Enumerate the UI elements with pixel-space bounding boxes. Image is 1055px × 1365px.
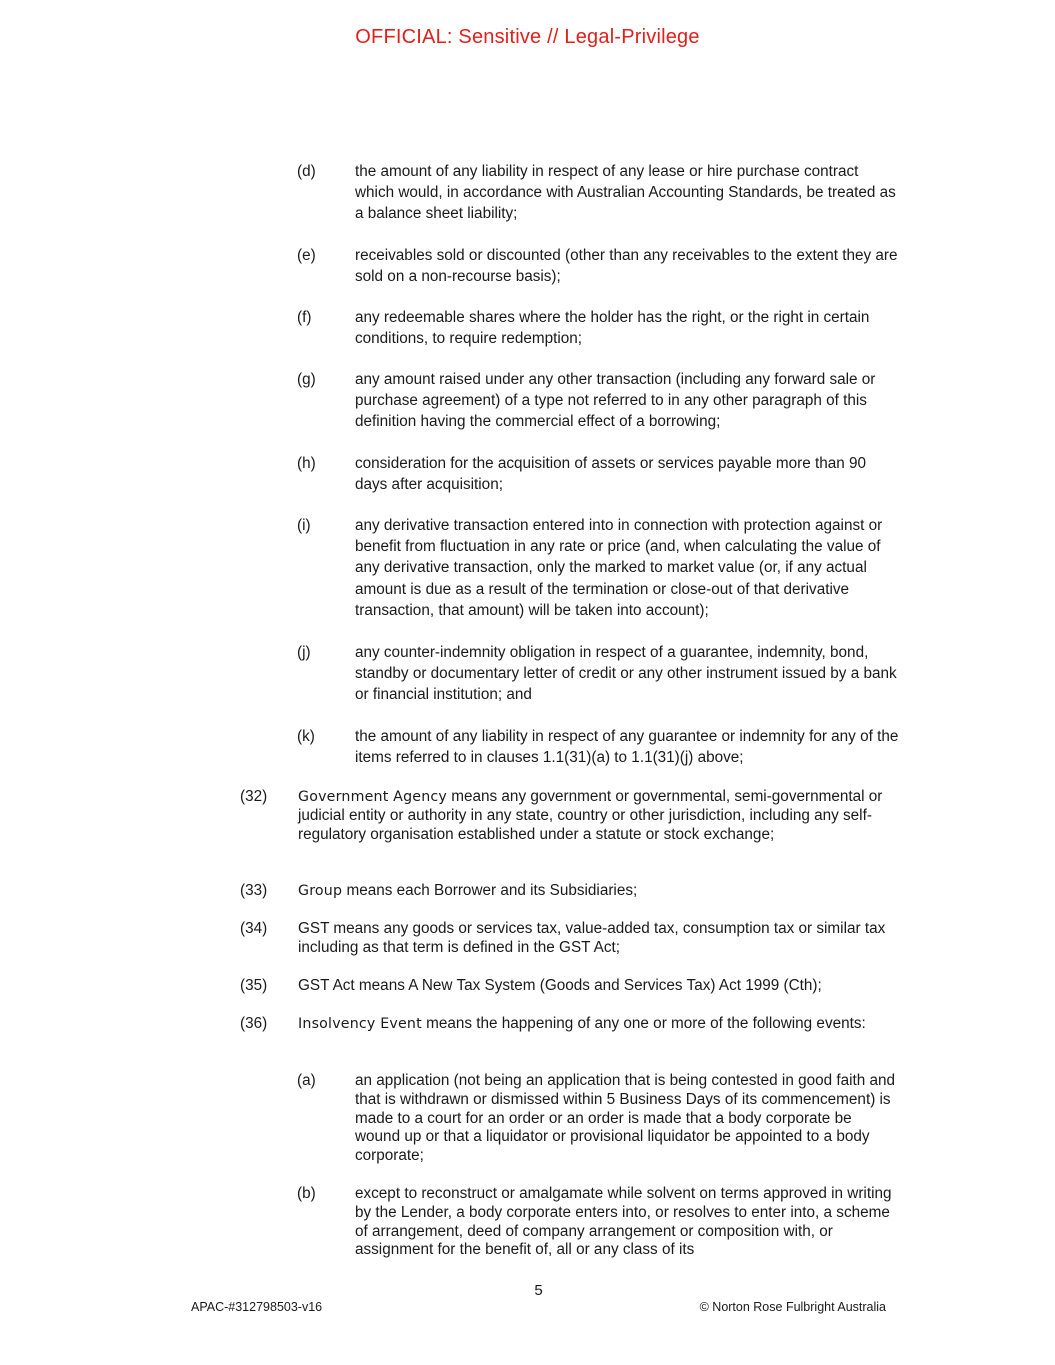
item-text: the amount of any liability in respect of any guarantee or indemnity for any of the items referred to in clauses 1.1(31)(a) to 1.1(31)(j) above;: [355, 728, 899, 767]
item-label: (d): [297, 163, 316, 180]
definition-body: [298, 920, 898, 958]
item-text: an application (not being an application that is being contested in good faith and that is withdrawn or dismissed within 5 Business Days of its commencement) is made to a court for an order or an order is made that a body corporate be wound up or that a liquidator or provisional liquidator be appointed to a body corporate;: [355, 1072, 896, 1165]
definition-body: [298, 882, 898, 901]
item-text: any redeemable shares where the holder has the right, or the right in certain conditions, to require redemption;: [355, 309, 870, 348]
definition-number: (33): [240, 882, 268, 899]
item-label: (j): [297, 644, 311, 661]
definition-body: [298, 788, 898, 844]
item-text: consideration for the acquisition of assets or services payable more than 90 days after acquisition;: [355, 455, 867, 494]
item-label: (e): [297, 247, 316, 264]
defined-term: Insolvency Event: [298, 1016, 422, 1032]
definition-text: means any goods or services tax, value-added tax, consumption tax or similar tax including as that term is defined in the GST Act;: [298, 920, 886, 956]
document-reference: APAC-#312798503-v16: [191, 1300, 323, 1314]
copyright-notice: © Norton Rose Fulbright Australia: [699, 1300, 886, 1314]
defined-term: GST Act: [298, 977, 355, 994]
definition-number: (34): [240, 920, 268, 937]
definition-text: means A New Tax System (Goods and Services Tax) Act 1999 (Cth);: [354, 977, 822, 994]
item-text: receivables sold or discounted (other than any receivables to the extent they are sold on a non-recourse basis);: [355, 247, 898, 286]
defined-term: Government Agency: [298, 789, 448, 805]
item-label: (b): [297, 1185, 316, 1202]
item-text: the amount of any liability in respect of any lease or hire purchase contract which would, in accordance with Australian Accounting Standards, be treated as a balance sheet liability;: [355, 163, 896, 223]
definition-number: (36): [240, 1015, 268, 1032]
item-label: (h): [297, 455, 316, 472]
item-text: except to reconstruct or amalgamate while solvent on terms approved in writing by the Lender, a body corporate enters into, or resolves to enter into, a scheme of arrangement, deed of company arrangement or composition with, or assignment for the benefit of, all or any class of its: [355, 1185, 892, 1259]
definition-body: [298, 977, 898, 996]
item-label: (k): [297, 728, 315, 745]
item-text: any amount raised under any other transaction (including any forward sale or purchase agreement) of a type not referred to in any other paragraph of this definition having the commercial effect of a borrowing;: [355, 371, 876, 431]
definition-text: means each Borrower and its Subsidiaries;: [342, 882, 638, 899]
item-label: (i): [297, 517, 311, 534]
item-label: (f): [297, 309, 312, 326]
item-label: (a): [297, 1072, 316, 1089]
item-text: any derivative transaction entered into in connection with protection against or benefit from fluctuation in any rate or price (and, when calculating the value of any derivative transaction, only the marked to market value (or, if any actual amount is due as a result of the termination or close-out of that derivative transaction, that amount) will be taken into account);: [355, 517, 883, 619]
item-text: any counter-indemnity obligation in respect of a guarantee, indemnity, bond, standby or documentary letter of credit or any other instrument issued by a bank or financial institution; and: [355, 644, 897, 704]
definition-text: means the happening of any one or more of the following events:: [421, 1015, 866, 1032]
item-label: (g): [297, 371, 316, 388]
definition-number: (32): [240, 788, 268, 805]
definition-number: (35): [240, 977, 268, 994]
definition-text: means any government or governmental, semi-governmental or judicial entity or authority in any state, country or other jurisdiction, including any self-regulatory organisation established under a statute or stock exchange;: [298, 788, 883, 843]
definition-body: [298, 1015, 898, 1034]
classification-banner: OFFICIAL: Sensitive // Legal-Privilege: [355, 26, 700, 48]
page-number: 5: [534, 1282, 543, 1299]
defined-term: GST: [298, 920, 330, 937]
defined-term: Group: [298, 883, 343, 899]
